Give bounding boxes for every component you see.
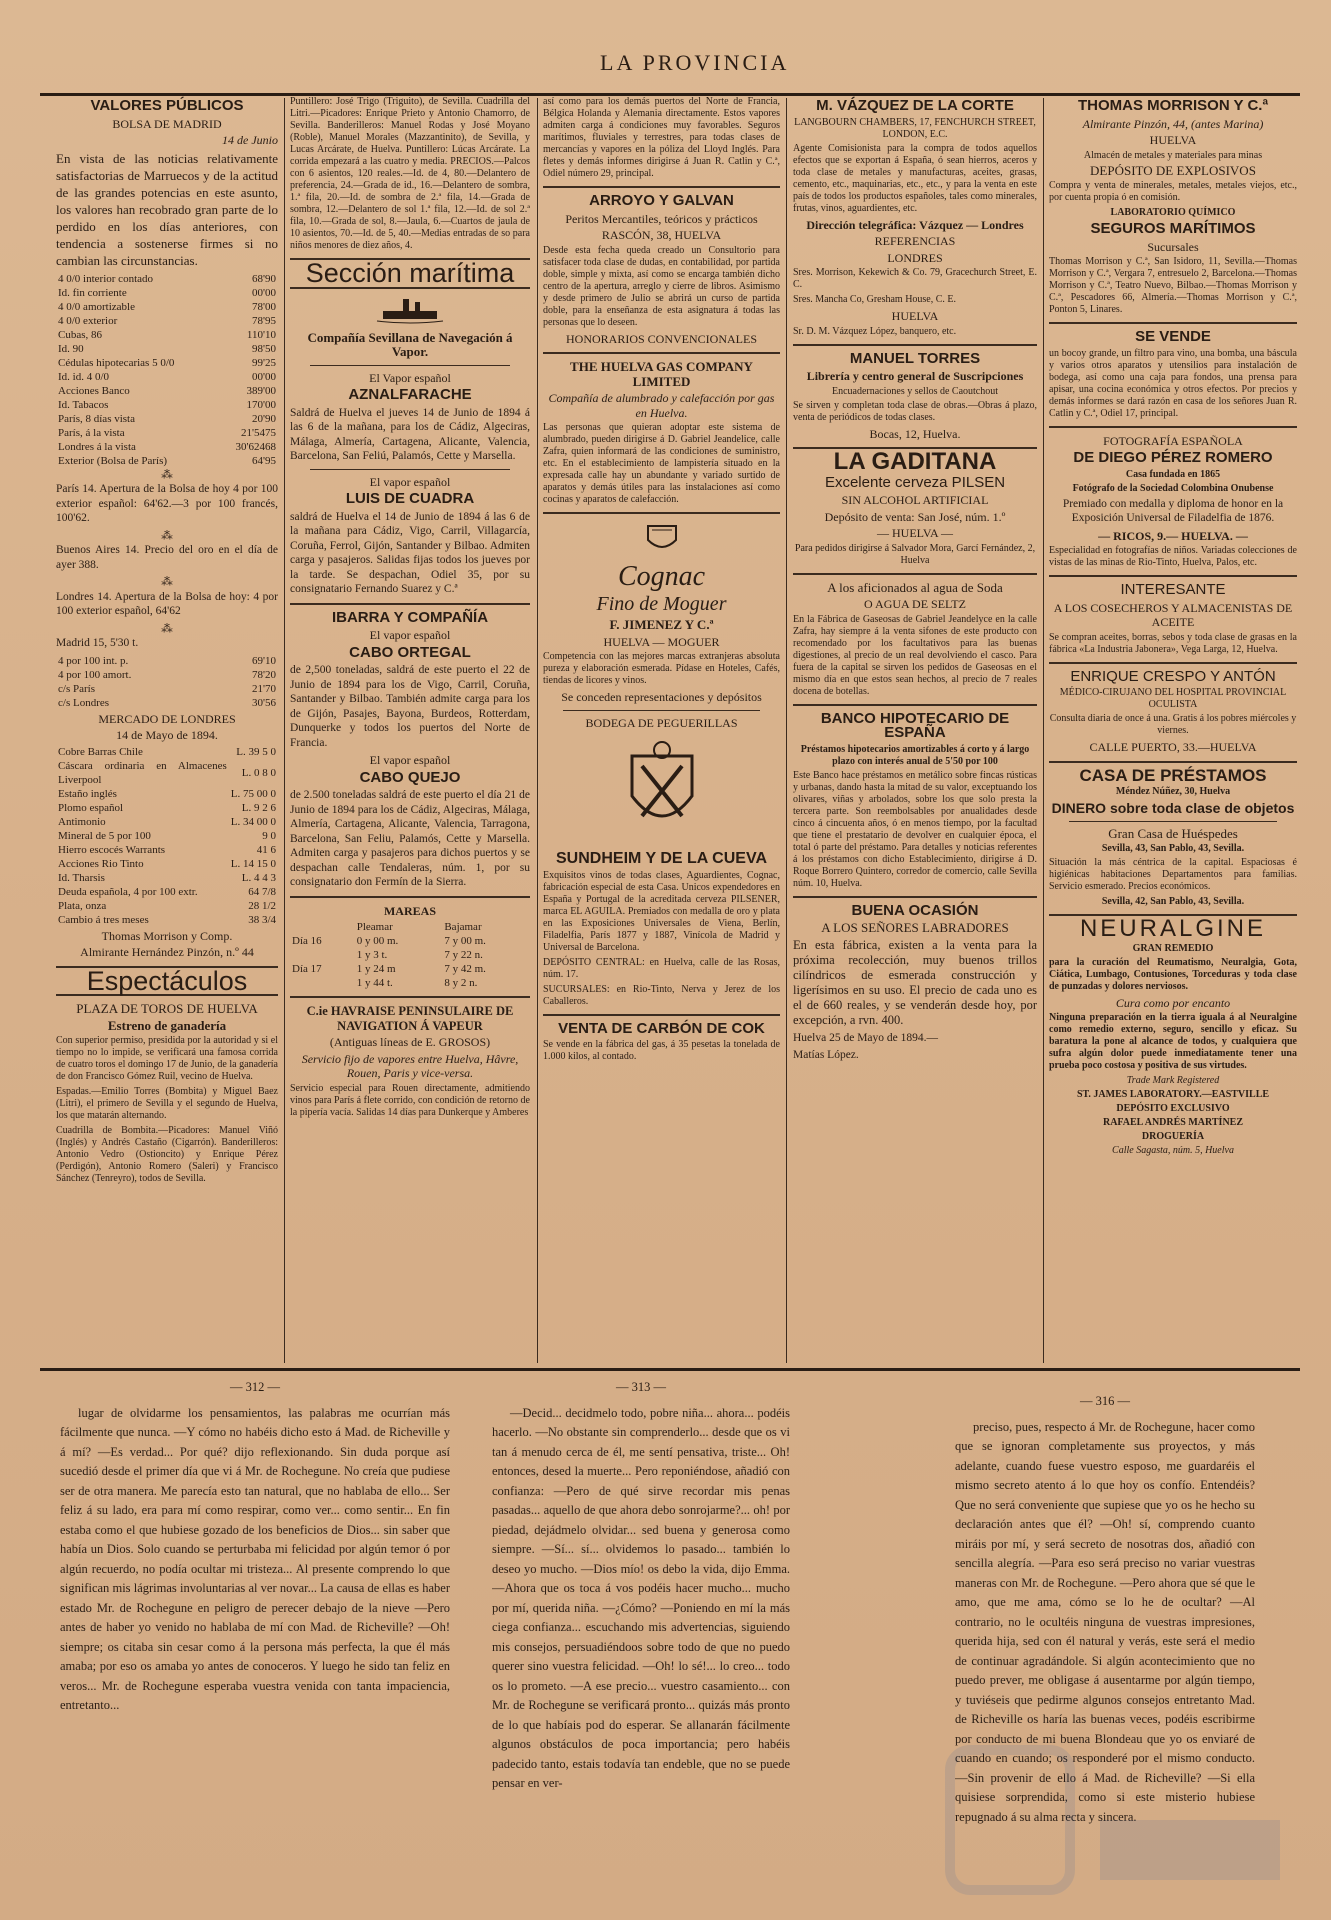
dinero: DINERO sobre toda clase de objetos [1051, 800, 1295, 816]
table-row: Hierro escocés Warrants 41 6 [58, 843, 276, 856]
torres-sub2: Encuadernaciones y sellos de Caoutchout [831, 385, 999, 397]
telegraph: Dirección telegráfica: Vázquez — Londres [806, 217, 1024, 232]
gran-remedio: GRAN REMEDIO [1132, 942, 1214, 954]
drogueria: DROGUERÍA [1141, 1131, 1205, 1142]
divider [793, 704, 1037, 706]
jimenez-brand: F. JIMENEZ Y C.ª [609, 617, 714, 632]
mercado-table [56, 745, 278, 927]
fino-title: Fino de Moguer [596, 593, 727, 615]
vapor-label: El Vapor español [369, 370, 451, 385]
divider [793, 573, 1037, 575]
corte-heading: M. VÁZQUEZ DE LA CORTE [816, 97, 1014, 114]
madrid-table [56, 654, 278, 710]
ocasion-date: Huelva 25 de Mayo de 1894.— [793, 1031, 938, 1044]
labradores-heading: A LOS SEÑORES LABRADORES [821, 920, 1009, 935]
page-number: — 312 — [230, 1380, 280, 1394]
compra-venta: Compra y venta de minerales, metales, metales viejos, etc., por cuenta propia ó en comisión. [1049, 180, 1297, 203]
steamship-icon [375, 295, 445, 325]
estreno-heading: Estreno de ganadería [107, 1017, 227, 1033]
gaditana-huelva: — HUELVA — [876, 526, 953, 540]
divider [1049, 575, 1297, 577]
library-stamp-watermark [940, 1740, 1300, 1900]
divider [290, 996, 530, 998]
cognac-rep: Se conceden representaciones y depósitos [561, 690, 762, 704]
neuralgine-text: para la curación del Reumatismo, Neuralgia, Gota, Ciática, Lumbago, Contusiones, Torceduras y toda clase de punzadas y dolores nerviosos. [1049, 956, 1297, 992]
st-james-lab: ST. JAMES LABORATORY.—EASTVILLE [1076, 1089, 1270, 1100]
corte-address: LANGBOURN CHAMBERS, 17, FENCHURCH STREET, LONDON, E.C. [794, 116, 1036, 140]
novel-text: lugar de olvidarme los pensamientos, las palabras me ocurrían más fácilmente que nunca. —Y cómo no habéis dicho esto á Mad. de Richeville y á mí? —Es verdad... Por qué? dijo reflexionando. Sin duda porque así sucedió desde el primer día que vi á Mr. de Rochegune. No creía que pudiese ser de otra manera. Me parecía esto tan natural, que no hablaba de ello... Ser feliz á su lado, era para mí como respirar, como ver... como sentir... En fin estaba como el que hubiese gozado de los beneficios de Dios... sin saber que había un Dios. Solo cuando se perturbaba mi felicidad por algún temor ó por algún recuerdo, no podía ocultar mi tristeza... Al presente comprendo lo que significan mis lágrimas involuntarias al ver novar... La causa de ellas es haber estado Mr. de Rochegune en peligro de perecer debajo de la nieve —Pero antes de haber yo venido no hablaba de mí con Mad. de Richeville? —Oh! siempre; os citaba sin cesar como á la persona más perfecta, la que él más amaba; por eso os amaba yo antes de conoceros. Y luego he sido tan feliz en veros... Mr. de Rochegune esperaba vuestra venida con tanta impaciencia, entretanto... [60, 1405, 450, 1712]
table-row: Estaño inglés L. 75 00 0 [58, 787, 276, 800]
corte-text: Agente Comisionista para la compra de todos aquellos efectos que se exportan á España, ó sean hierros, aceros y toda clase de metales y manufacturas, aceites, grasas, cemento, etc., maquinarias, etc., etc., y para la venta en este país de todos los productos españoles, tales como minerales, frutas, vinos, aguardientes, etc. [793, 142, 1037, 214]
cuadrilla-text: Cuadrilla de Bombita.—Picadores: Manuel Viñó (Inglés) y Andrés Castaño (Cigarrón). Banderilleros: Antonio Vedro (Ostioncito) y Enrique Pérez (Perdigón), Antonio Romero (Saleri) y Francisco Sánchez (Tenreyro), todos de Sevilla. [56, 1125, 278, 1184]
vende-heading: SE VENDE [1135, 328, 1211, 345]
ocasion-heading: BUENA OCASIÓN [851, 901, 979, 919]
divider [543, 1014, 780, 1016]
column-divider [537, 98, 538, 1363]
arroyo-text: Desde esta fecha queda creado un Consultorio para satisfacer toda clase de dudas, en contabilidad, por partida doble, simple y mixta, así como se encarga también dicho centro de la apertura, arreglo y cierre de libros. Asimismo y desde primero de Julio se abrirá un curso de partida doble, para la enseñanza de esta asignatura á todas las personas que lo deseen. [543, 244, 780, 328]
sucursales: SUCURSALES: en Rio-Tinto, Nerva y Jerez de los Caballeros. [543, 983, 780, 1007]
espadas-text: Espadas.—Emilio Torres (Bombita) y Miguel Baez (Litri), el primero de Sevilla y el segundo de Huelva, los que matarán alternando. [56, 1086, 278, 1121]
table-row: Id. id. 4 0/0 00'00 [58, 370, 276, 383]
rafael-andres: RAFAEL ANDRÉS MARTÍNEZ [1102, 1117, 1244, 1128]
sundheim-heading: SUNDHEIM Y DE LA CUEVA [556, 850, 767, 867]
foto-heading: FOTOGRAFÍA ESPAÑOLA [1103, 433, 1243, 448]
havraise-service: Servicio fijo de vapores entre Huelva, Hâvre, Rouen, Paris y vice-versa. [301, 1051, 519, 1080]
mareas-table [290, 920, 530, 990]
foto-address: — RICOS, 9.— HUELVA. — [1098, 528, 1248, 543]
vapor-label: El vapor español [369, 474, 451, 489]
sundheim-text: Exquisitos vinos de todas clases, Aguardientes, Cognac, fabricación especial de esta Casa. Unicos expendedores en España y Portugal de la acreditada cerveza PILSENER, marca EL AGUILA. Premiados con medalla de oro y plata en las Exposiciones Universales de Viena, Berlín, Filadelfia, París 1877 y 1887, Vinícola de Madrid y Universal de Barcelona. [543, 869, 780, 953]
table-row: 4 por 100 amort. 78'20 [58, 668, 276, 681]
perez-heading: DE DIEGO PÉREZ ROMERO [1073, 449, 1273, 466]
table-row: 1 y 3 t. 7 y 22 n. [356, 949, 483, 961]
drogueria-address: Calle Sagasta, núm. 5, Huelva [1112, 1145, 1234, 1156]
ref-1: Sres. Morrison, Kekewich & Co. 79, Gracechurch Street, E. C. [793, 267, 1037, 290]
table-row: París, 8 días vista 20'90 [58, 412, 276, 425]
novel-column-2 [492, 1378, 790, 1913]
neuralgine-text-2: Ninguna preparación en la tierra iguala á al Neuralgine como remedio externo, seguro, sencillo y eficaz. Su baratura la pone al alcance de todos, y cualquiera que sufra algún dolor puede inmediatamente tener una prueba poco costosa y positiva de sus virtudes. [1049, 1012, 1297, 1071]
mercado-date: 14 de Mayo de 1894. [116, 728, 218, 742]
havraise-text: Servicio especial para Rouen directamente, admitiendo vinos para París á flete corrido, con condición de retorno de la pipería vacía. Salidas 14 días para Dunkerque y Amberes [290, 1082, 530, 1118]
crespo-text: Consulta diaria de once á una. Gratis á los pobres miércoles y viernes. [1049, 713, 1297, 736]
huespedes-address-2: Sevilla, 42, San Pablo, 43, Sevilla. [1101, 896, 1245, 907]
foto-sociedad: Fotógrafo de la Sociedad Colombina Onubense [1072, 482, 1274, 494]
plaza-heading: PLAZA DE TOROS DE HUELVA [76, 1001, 258, 1016]
torres-sub: Librería y centro general de Suscripciones [806, 369, 1024, 383]
feuilleton-rule [40, 1368, 1300, 1371]
column-divider [786, 98, 787, 1363]
interesante-heading: INTERESANTE [1120, 581, 1226, 598]
prestamos-address: Méndez Núñez, 30, Huelva [1115, 786, 1231, 797]
trade-mark: Trade Mark Registered [1126, 1075, 1220, 1086]
gaditana-deposit: Depósito de venta: San José, núm. 1.º [824, 509, 1006, 524]
table-row: Plomo español L. 9 2 6 [58, 801, 276, 814]
divider [310, 365, 510, 366]
novel-column-1 [60, 1378, 450, 1913]
divider [543, 352, 780, 354]
table-row: Día 16 0 y 00 m. 7 y 00 m. [292, 935, 486, 947]
divider [310, 469, 510, 470]
divider [563, 710, 760, 711]
divider [1049, 426, 1297, 428]
crespo-heading: ENRIQUE CRESPO Y ANTÓN [1070, 667, 1276, 685]
table-row: 4 0/0 interior contado 68'90 [58, 272, 276, 285]
divider [290, 603, 530, 605]
bolsa-heading: BOLSA DE MADRID [112, 116, 222, 131]
divider [1049, 761, 1297, 763]
explosivos: DEPÓSITO DE EXPLOSIVOS [1090, 162, 1256, 178]
gas-sub: Compañía de alumbrado y calefacción por gas en Huelva. [548, 391, 775, 420]
ship-text: Saldrá de Huelva el jueves 14 de Junio de 1894 á las 6 de la mañana, para los de Cádiz, Algeciras, Málaga, Almería, Cartagena, Alicante, Valencia, Barcelona, San Feliú, Palamós, Cette y Marsella. [290, 406, 530, 462]
sucursales-heading: Sucursales [1147, 239, 1199, 254]
signature-address: Almirante Hernández Pinzón, n.º 44 [80, 945, 254, 959]
crest-icon [642, 520, 682, 556]
table-row: Cambio á tres meses 38 3/4 [58, 913, 276, 926]
ship-text: saldrá de Huelva el 14 de Junio de 1894 á las 6 de la mañana para Cádiz, Vigo, Carril, Villagarcía, Coruña, Ferrol, Gijón, Santander y Bilbao. Admiten carga y pasajeros. Salidas fijas todos los jueves por la tarde. Se despachan, Odiel 35, por su consignatario Fernando Suarez y C.ª [290, 510, 530, 595]
ship-name: CABO QUEJO [359, 768, 461, 786]
divider [1049, 322, 1297, 324]
seltz-heading: O AGUA DE SELTZ [864, 597, 966, 611]
divider [1069, 821, 1277, 822]
pilsen: Excelente cerveza PILSEN [824, 473, 1006, 491]
table-row: Deuda española, 4 por 100 extr. 64 7/8 [58, 885, 276, 898]
divider [543, 186, 780, 188]
torres-text: Se sirven y completan toda clase de obras.—Obras á plazo, venta de periódicos de todas clases. [793, 399, 1037, 423]
ref-london: LONDRES [887, 250, 943, 265]
divider [793, 344, 1037, 346]
quotes-table [56, 272, 278, 468]
vapor-label: El vapor español [369, 628, 451, 642]
vende-text: un bocoy grande, un filtro para vino, una bomba, una báscula y varios otros aparatos y utensilios para instalación de bodega, así como una caja para fondos, una prensa para apisar, una cocina económica y otros efectos. Por precios y demás informes se dará razón en casa de los señores Juan R. Catlin y C.ª, Odiel 17, principal. [1049, 347, 1297, 419]
gaditana-heading: LA GADITANA [833, 448, 997, 475]
neuralgine-heading: NEURALGINE [1079, 915, 1267, 942]
londres-bolsa: Londres 14. Apertura de la Bolsa de hoy: 4 por 100 exterior español, 64'62 [56, 590, 278, 617]
torres-address: Bocas, 12, Huelva. [869, 426, 961, 441]
interesante-text: Se compran aceites, borras, sebos y toda clase de grasas en la fábrica «La Industria Jabonera», Vega Larga, 12, Huelva. [1049, 631, 1297, 655]
novel-text: preciso, pues, respecto á Mr. de Rochegune, hacer como que se ignoran completamente sus proyectos, y más adelante, cuando fuese vuestro esposo, me guardaréis el mismo secreto atento á lo que hoy os confío. Entendéis? Que no será conveniente que supiese que yo os he hecho su declaración antes que él? —Oh! sí, comprendo cuanto miráis por mí, y será secreto de nosotras dos, añadió con sencilla alegría. —Para eso será preciso no variar vuestras maneras con Mr. de Rochegune. —Pero ahora que sé que le amo, que me ama, cómo se lo he de ocultar? —Al contrario, no le ocultéis ninguna de vuestras impresiones, querida hija, sed con él natural y verás, este será el medio de continuar agradándole. Si algún acontecimiento que no puedo prever, me obligase á ausentarme por algún tiempo, y tuviéseis que pedirme algunos consejos entretanto Mad. de Richeville os haría las buenas veces, podéis escribirme por conducto de mi buena Blondeau que yo os enviaré de cuando en cuando; os responderé por el mismo conducto. —Sin provenir de ello á Mad. de Richeville? —Si ella quisiese sorprendida, como si este misterio hubiese repugnado á su alma recta y sincera. [955, 1419, 1255, 1824]
crespo-address: CALLE PUERTO, 33.—HUELVA [1089, 740, 1257, 754]
gaditana-pedidos: Para pedidos dirigirse á Salvador Mora, Garcí Fernández, 2, Huelva [794, 542, 1036, 566]
deposito-exclusivo: DEPÓSITO EXCLUSIVO [1116, 1103, 1230, 1114]
coat-of-arms-icon [612, 736, 712, 846]
seguros-text: Thomas Morrison y C.ª, San Isidoro, 11, Sevilla.—Thomas Morrison y C.ª, Vergara 7, entresuelo 2, Barcelona.—Thomas Morrison y C.ª, Teatro Nuevo, Bilbao.—Thomas Morrison y C.ª, Pescadores 66, Almería.—Thomas Morrison y C.ª, Ponton 5, Linares. [1049, 256, 1297, 315]
bodega-heading: BODEGA DE PEGUERILLAS [585, 715, 738, 730]
divider [1049, 662, 1297, 664]
valores-heading: VALORES PÚBLICOS [90, 97, 244, 114]
corrida-details: Puntillero: José Trigo (Triguito), de Sevilla. Cuadrilla del Litri.—Picadores: Enrique Prieto y Antonio Chamorro, de Sevilla. Banderilleros: Manuel Rodas y José Moyano (Roble), Manuel Morales (Mazzantinito), de Sevilla, y Lucas Arcárate, de Huelva. Puntillero: Lúcas Arcárate. La corrida empezará a las cuatro y media. PRECIOS.—Palcos con 6 asientos, 120 reales.—Id. de 4, 80.—Delantero de preferencia, 24.—Grada de id., 16.—Delantero de sombra, 1.ª fila, 20.—Id. de sombra de 2.ª fila, 14.—Grada de sombra, 12.—Delantero de sol 1.ª fila, 12.—Id. de sol 2.ª fila, 10.—Grada de sol, 8.—Jaula, 6.—Cuartos de jaula de 10 asientos, 70.—Id. de 5, 40.—Medias entradas de so para niños menores de diez años, 4. [290, 96, 530, 251]
table-row: Cobre Barras Chile L. 39 5 0 [58, 745, 276, 758]
arroyo-heading: ARROYO Y GALVAN [589, 192, 734, 209]
table-row: París, á la vista 21'5475 [58, 426, 276, 439]
column-finance [56, 96, 278, 1364]
carbon-text: Se vende en la fábrica del gas, á 35 pesetas la tonelada de 1.000 kilos, al contado. [543, 1039, 780, 1062]
table-row: Londres á la vista 30'62468 [58, 440, 276, 453]
table-row: Exterior (Bolsa de París) 64'95 [58, 454, 276, 467]
havraise-sub: (Antiguas líneas de E. GROSOS) [329, 1035, 491, 1049]
newspaper-title: LA PROVINCIA [600, 50, 790, 75]
table-row: Día 17 1 y 24 m 7 y 42 m. [292, 963, 486, 975]
bolsa-date: 14 de Junio [222, 133, 278, 147]
ship-text: de 2,500 toneladas, saldrá de este puerto el 22 de Junio de 1894 para los de Vigo, Carril, Coruña, Santander y Bilbao. También admite carga para los de Gijón, Pasajes, Bayona, Burdeos, Rotterdam, Dunquerke y todos los puertos del Norte de Francia. [290, 664, 530, 749]
fundada: Casa fundada en 1865 [1125, 468, 1221, 480]
novel-text: —Decid... decidmelo todo, pobre niña... ahora... podéis hacerlo. —No obstante sin comprenderlo... desde que os vi tan á menudo cerca de él, me sentí pensativa, triste... Oh! entonces, desed la muerte... Pero reponiéndose, añadió con confianza: —Pero de qué sirve recordar mis penas pasadas... aquello de que ahora debo sonrojarme?... oh! por piedad, dejádmelo olvidar... sed buena y generosa como siempre. —Sí... sí... olvidemos lo pasado... también lo deseo yo mucho. —Dios mío! os debo la vida, dijo Emma. —Ahora que os toca á vos podéis hacer mucho... mucho por mí, querida niña. —¿Cómo? —Poniendo en mí la más ciega confianza... escuchando mis advertencias, siguiendo mis consejos, persuadiéndoos sobre todo de que no puedo querer sino vuestra felicidad. —Oh! lo sé!... lo creo... todo os lo prometo. —A ese precio... vuestro casamiento... con Mr. de Rochegune se verificará pronto... quizás más pronto de lo que habíais pod do esperar. Se allanarán fácilmente algunos obstáculos de poca importancia; pero habéis padecido tanto, estais todavía tan endeble, que no se puede pensar en ver- [492, 1405, 790, 1790]
morrison-text: Almacén de metales y materiales para minas [1083, 149, 1263, 161]
banco-text: Este Banco hace préstamos en metálico sobre fincas rústicas y urbanas, dando hasta la mitad de su valor, exceptuando los olivares, viñas y arbolados, sobre los que solo presta la tercera parte. Son reembolsables por anualidades desde cinco á cincuenta años, ó en menos tiempo, por la facultad que tiene el prestatario de devolver en cualquier época, el total ó parte del préstamo. Para detalles y noticias referentes á los préstamos con dicho Establecimiento, dirigirse á D. Roque Borrero Quintero, corredor de comercio, calle Sevilla núm. 10, Huelva. [793, 769, 1037, 889]
table-row: Id. 90 98'50 [58, 342, 276, 355]
table-row: Id. Tharsis L. 4 4 3 [58, 871, 276, 884]
divider [290, 896, 530, 898]
column-ads-3 [1049, 96, 1297, 1364]
bolsa-intro: En vista de las noticias relativamente satisfactorias de Marruecos y de la actitud de las grandes potencias en este asunto, los valores han recobrado gran parte de lo perdido en los días anteriores, con tendencia a sostenerse firmes si no cambian las circunstancias. [56, 150, 278, 268]
jimenez-location: HUELVA — MOGUER [603, 634, 720, 649]
asterism: ⁂ [161, 576, 173, 588]
table-row: Cédulas hipotecarias 5 0/0 99'25 [58, 356, 276, 369]
prestamos-heading: CASA DE PRÉSTAMOS [1079, 765, 1267, 785]
espectaculos-heading: Espectáculos [86, 965, 248, 996]
carbon-heading: VENTA DE CARBÓN DE COK [558, 1019, 765, 1037]
havraise-cont: así como para los demás puertos del Norte de Francia, Bélgica Holanda y Alemania directamente. Estos vapores admiten carga á condiciones muy favorables. Seguros marítimos, fluviales y terrestres, para todas clases de mercancías y vapores en la póliza del Lloyd Inglés. Para fletes y demás informes dirigirse á Juan R. Catlin y C.ª, Odiel número 29, principal. [543, 96, 780, 179]
column-maritime [290, 96, 530, 1364]
asterism: ⁂ [161, 622, 173, 635]
table-row: 1 y 44 t. 8 y 2 n. [356, 977, 478, 989]
table-row: Cubas, 86 110'10 [58, 328, 276, 341]
ship-text: de 2.500 toneladas saldrá de este puerto el día 21 de Junio de 1894 para los de Cádiz, Algeciras, Málaga, Almería, Cartagena, Alicante, Valencia, Tarragona, Barcelona, San Feliu, Palamós, Cette y Marsella. Admiten carga y pasajeros para dichos puertos y se despachan calle Tendaleras, núm. 1, por su consignatario don Fermín de la Sierra. [290, 789, 530, 888]
ocasion-text: En esta fábrica, existen a la venta para la próxima recolección, muy buenos trillos cilíndricos de esmerada construcción y ligerísimos en su uso. El precio de cada uno es el de 660 reales, y se venderán desde hoy, por excepción, a rvn. 400. [793, 937, 1037, 1027]
mercado-heading: MERCADO DE LONDRES [98, 711, 236, 726]
table-row: Antimonio L. 34 00 0 [58, 815, 276, 828]
ref-heading: REFERENCIAS [874, 234, 956, 248]
table-row: 4 0/0 exterior 78'95 [58, 314, 276, 327]
ship-name: CABO ORTEGAL [349, 643, 471, 661]
table-row: Cáscara ordinaria en Almacenes Liverpool L. 0 8 0 [58, 759, 276, 786]
morrison-address: Almirante Pinzón, 44, (antes Marina) [1082, 116, 1264, 131]
vapor-label: El vapor español [369, 753, 451, 767]
table-row: 4 por 100 int. p. 69'10 [58, 654, 276, 667]
mareas-heading: MAREAS [383, 903, 436, 918]
ref-huelva: HUELVA [891, 309, 939, 323]
asterism: ⁂ [161, 529, 173, 542]
table-row: Acciones Rio Tinto L. 14 15 0 [58, 857, 276, 870]
column-ads-2 [793, 96, 1037, 1364]
honorarios: HONORARIOS CONVENCIONALES [565, 331, 757, 346]
cognac-text: Competencia con las mejores marcas extranjeras absoluta pureza y elaboración esmerada. Pídase en Hoteles, Cafés, tiendas de licores y vinos. [543, 651, 780, 686]
soda-heading: A los aficionados al agua de Soda [827, 579, 1003, 595]
compania-name: Compañía Sevillana de Navegación á Vapor. [307, 329, 513, 359]
table-row: Id. Tabacos 170'00 [58, 398, 276, 411]
estreno-text: Con superior permiso, presidida por la autoridad y si el tiempo no lo impide, se verificará una famosa corrida de cuatro toros el domingo 17 de Junio, de la ganadería de don Francisco Gómez Ruil, vecino de Huelva. [56, 1035, 278, 1082]
laboratorio: LABORATORIO QUÍMICO [1110, 207, 1236, 218]
seguros-heading: SEGUROS MARÍTIMOS [1090, 220, 1256, 237]
signature: Thomas Morrison y Comp. [101, 928, 233, 943]
ship-name: LUIS DE CUADRA [345, 490, 475, 507]
foto-text: Premiado con medalla y diploma de honor en la Exposición Universal de Filadelfia de 1876. [1062, 497, 1284, 524]
ship-name: AZNALFARACHE [348, 386, 472, 403]
table-row: Acciones Banco 389'00 [58, 384, 276, 397]
cosecheros: A LOS COSECHEROS Y ALMACENISTAS DE ACEITE [1053, 600, 1293, 629]
havraise-heading: C.ie HAVRAISE PENINSULAIRE DE NAVIGATION Á VAPEUR [306, 1004, 514, 1033]
table-row: c/s Londres 30'56 [58, 696, 276, 709]
divider [543, 512, 780, 514]
cura-heading: Cura como por encanto [1115, 995, 1231, 1010]
table-row: 4 0/0 amortizable 78'00 [58, 300, 276, 313]
divider [793, 896, 1037, 898]
column-divider [284, 98, 285, 1363]
ocasion-sign: Matías López. [793, 1049, 859, 1061]
buenos-aires: Buenos Aires 14. Precio del oro en el día de ayer 388. [56, 544, 278, 571]
torres-heading: MANUEL TORRES [849, 349, 981, 367]
foto-especialidad: Especialidad en fotografías de niños. Variadas colecciones de vistas de las minas de Rio-Tinto, Huelva, Palos, etc. [1049, 545, 1297, 568]
table-row: Id. fin corriente 00'00 [58, 286, 276, 299]
arroyo-sub: Peritos Mercantiles, teóricos y prácticos [565, 211, 758, 226]
masthead [40, 48, 1300, 94]
column-ads-1 [543, 96, 780, 1364]
morrison-huelva: HUELVA [1149, 133, 1197, 147]
column-divider [1043, 98, 1044, 1363]
paris-bolsa: París 14. Apertura de la Bolsa de hoy 4 por 100 exterior español: 64'62.—3 por 100 francés, 100'62. [56, 483, 278, 524]
cognac-title: Cognac [617, 561, 706, 592]
banco-heading: BANCO HIPOTECARIO DE ESPAÑA [820, 709, 1010, 741]
sin-alcohol: SIN ALCOHOL ARTIFICIAL [841, 493, 989, 507]
ref-2: Sres. Mancha Co, Gresham House, C. E. [793, 294, 957, 305]
morrison-heading: THOMAS MORRISON Y C.ª [1077, 97, 1268, 114]
gas-text: Las personas que quieran adoptar este sistema de alumbrado, pueden dirigirse á D. Gabriel Jeandelice, calle Zafra, quien informará de las condiciones de suministro, etc. En el establecimiento de lampistería situado en la expresada calle hay un abundante y variado surtido de aparatos y demás útiles para las instalaciones así como cocinas y aparatos de calefacción. [543, 422, 780, 505]
arroyo-address: RASCÓN, 38, HUELVA [601, 228, 722, 242]
table-row: Mineral de 5 por 100 9 0 [58, 829, 276, 842]
deposito-central: DEPÓSITO CENTRAL: en Huelva, calle de las Rosas, núm. 17. [543, 956, 780, 980]
crespo-sub: MÉDICO-CIRUJANO DEL HOSPITAL PROVINCIAL OCULISTA [1059, 687, 1287, 710]
madrid-time: Madrid 15, 5'30 t. [56, 637, 139, 649]
soda-text: En la Fábrica de Gaseosas de Gabriel Jeandelyce en la calle Zafra, hay siempre á la venta sifones de este producto con recomendado por los facultativos para las buenas digestiones, al precio de un real devolviendo el casco. Para fuera de la capital se sirven los pedidos de Gaseosas en el mismo día en que estos sean hechos, al precio de 7 reales docena de botellas. [793, 613, 1037, 697]
maritima-heading: Sección marítima [305, 258, 515, 288]
table-row: c/s París 21'70 [58, 682, 276, 695]
ref-3: Sr. D. M. Vázquez López, banquero, etc. [793, 325, 957, 337]
ibarra-heading: IBARRA Y COMPAÑÍA [331, 608, 489, 626]
page-number: — 316 — [1080, 1394, 1130, 1408]
asterism: ⁂ [161, 468, 173, 481]
page-number: — 313 — [616, 1380, 666, 1394]
huespedes-address: Sevilla, 43, San Pablo, 43, Sevilla. [1101, 843, 1245, 854]
huespedes-heading: Gran Casa de Huéspedes [1108, 825, 1238, 841]
table-row: Plata, onza 28 1/2 [58, 899, 276, 912]
table-row: Pleamar Bajamar [356, 921, 482, 933]
gas-heading: THE HUELVA GAS COMPANY LIMITED [570, 359, 753, 389]
banco-sub: Préstamos hipotecarios amortizables á corto y á largo plazo con interés anual de 5'50 por 100 [800, 743, 1030, 767]
huespedes-text: Situación la más céntrica de la capital. Espaciosas é higiénicas habitaciones Departamentos para familias. Servicio esmerado. Precios económicos. [1049, 857, 1297, 892]
